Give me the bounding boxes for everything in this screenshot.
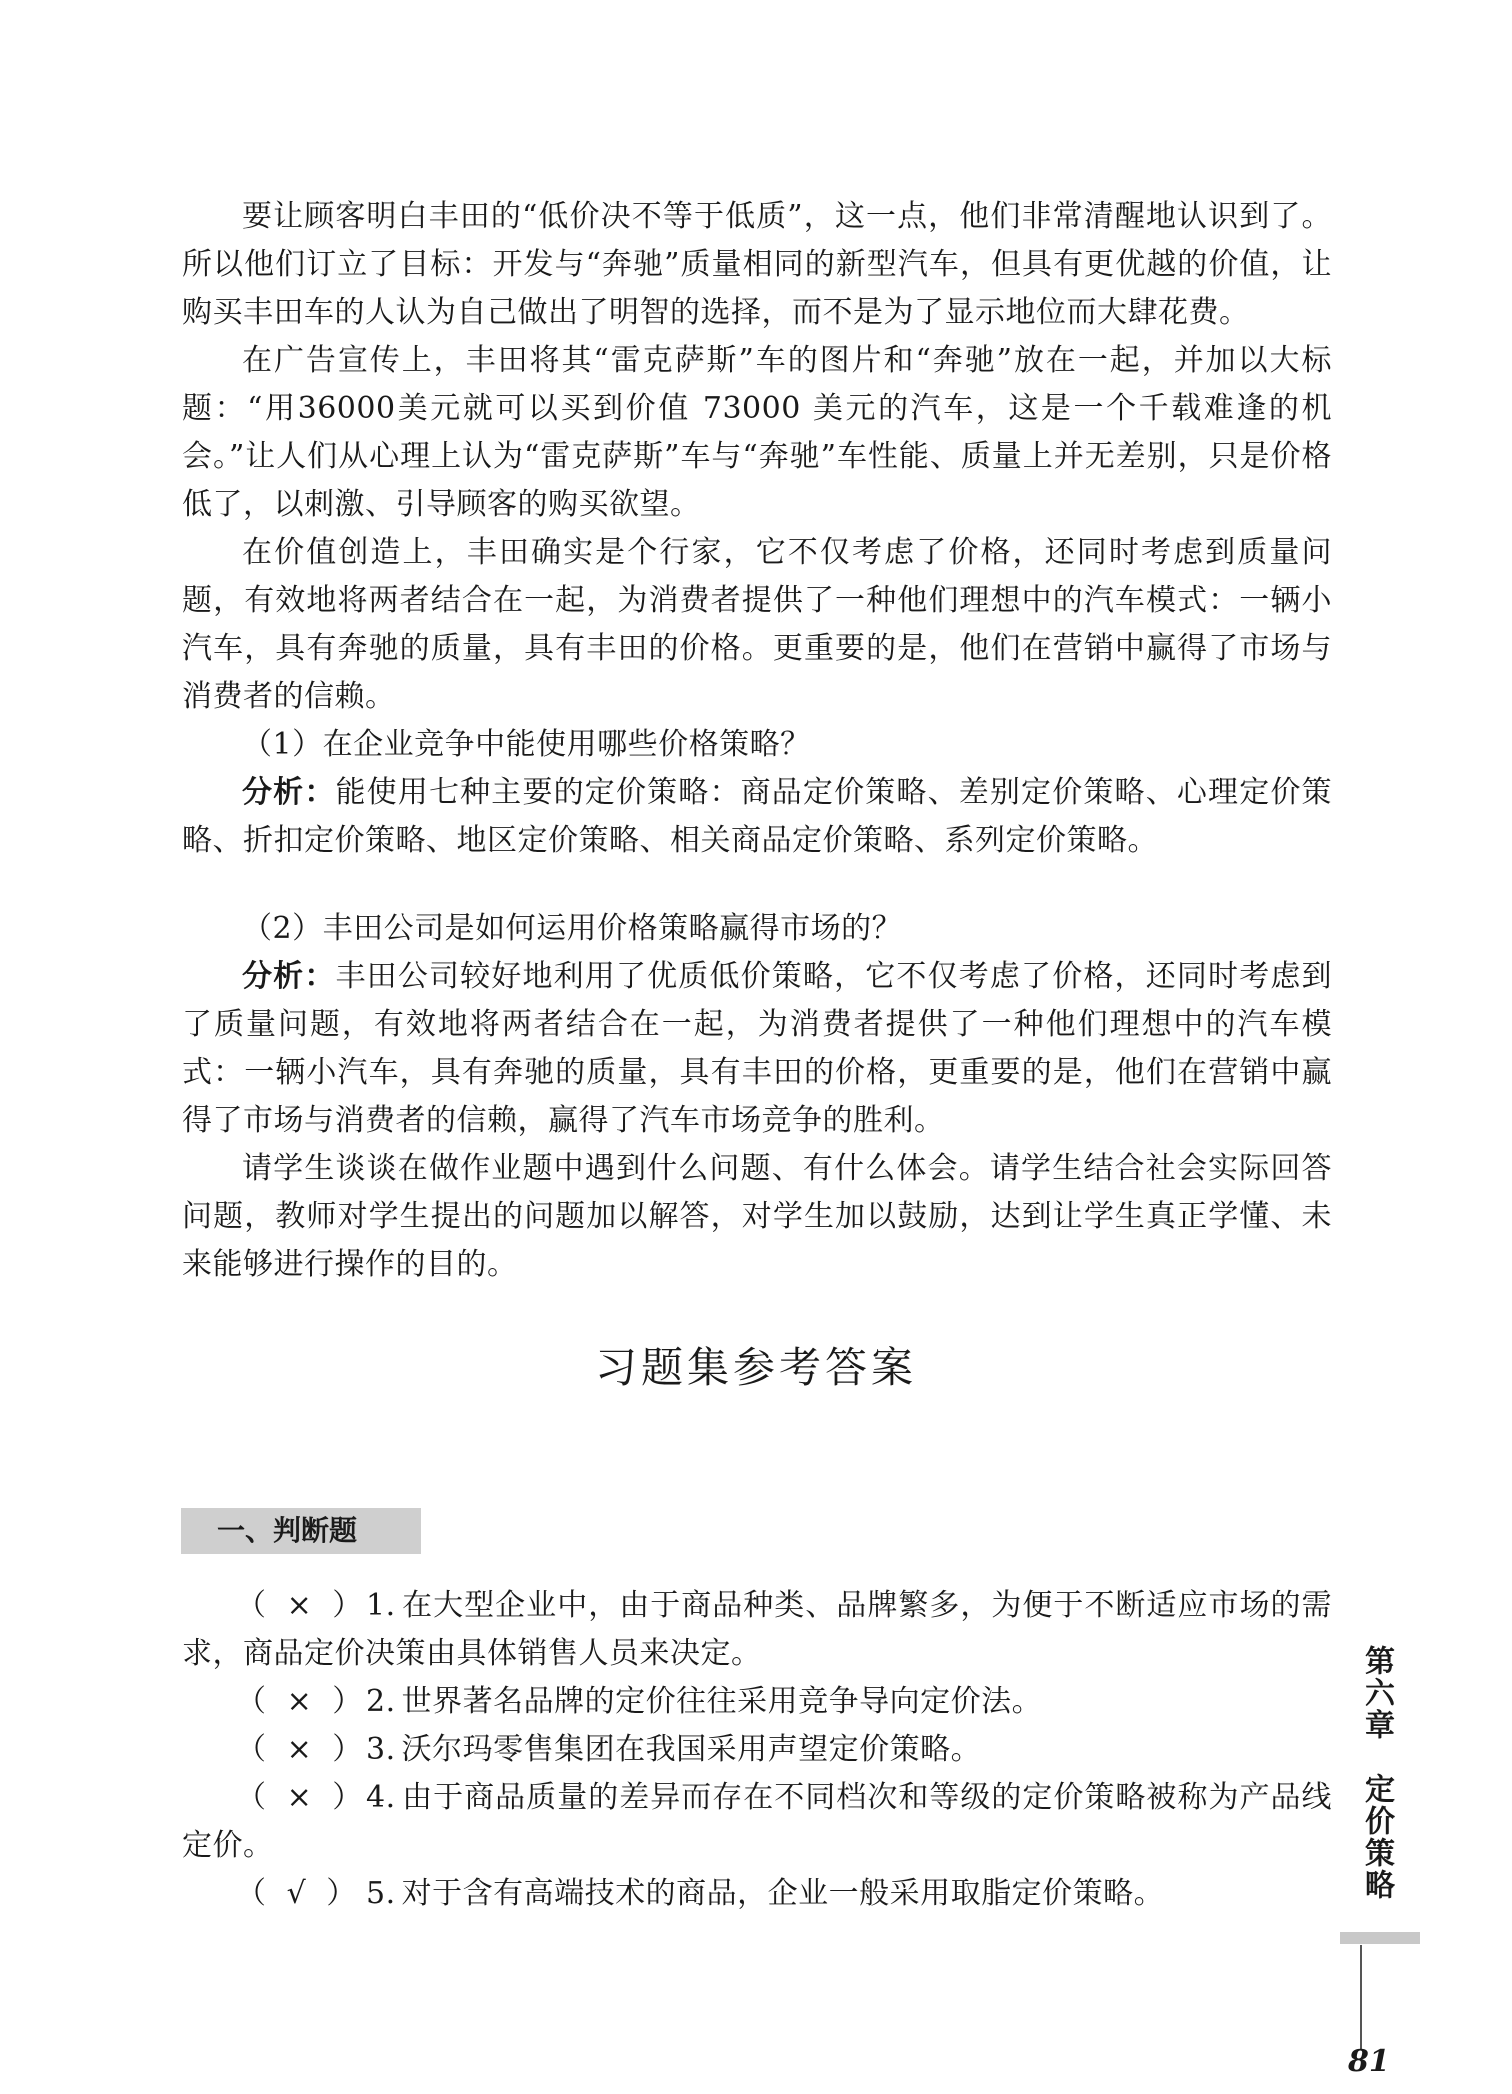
item-number: 4. (366, 1780, 396, 1815)
judge-item (182, 1582, 1332, 1678)
question-1: （1）在企业竞争中能使用哪些价格策略？ (242, 727, 811, 762)
judge-item (182, 1678, 1332, 1726)
body-text (182, 193, 1332, 1289)
section-title: 习题集参考答案 (594, 1343, 917, 1392)
item-text: 沃尔玛零售集团在我国采用声望定价策略。 (401, 1732, 982, 1767)
judge-list (182, 1582, 1332, 1918)
judge-section-header: 一、判断题 (181, 1508, 421, 1554)
answer-mark: （ × ） (236, 1780, 363, 1815)
judge-item (182, 1774, 1332, 1870)
analysis-label: 分析： (242, 959, 336, 994)
paragraph: 在价值创造上，丰田确实是个行家，它不仅考虑了价格，还同时考虑到质量问题，有效地将两者结合在一起，为消费者提供了一种他们理想中的汽车模式：一辆小汽车，具有奔驰的质量，具有丰田的价格。更重要的是，他们在营销中赢得了市场与消费者的信赖。 (182, 535, 1332, 714)
question-2: （2）丰田公司是如何运用价格策略赢得市场的？ (242, 911, 903, 946)
item-number: 2. (366, 1684, 396, 1719)
paragraph: 在广告宣传上，丰田将其“雷克萨斯”车的图片和“奔驰”放在一起，并加以大标题：“用36000美元就可以买到价值 73000 美元的汽车，这是一个千载难逢的机会。”让人们从心理上认为“雷克萨斯”车与“奔驰”车性能、质量上并无差别，只是价格低了，以刺激、引导顾客的购买欲望。 (182, 343, 1332, 522)
item-number: 1. (366, 1588, 396, 1623)
side-divider-line (1360, 1945, 1362, 2050)
item-number: 5. (366, 1876, 396, 1911)
answer-mark: （ × ） (236, 1732, 363, 1767)
page-number: 81 (1348, 2044, 1390, 2079)
chapter-side-label: 第六章 定价策略 (1359, 1645, 1394, 1901)
answer-mark: （ × ） (236, 1588, 363, 1623)
item-text: 世界著名品牌的定价往往采用竞争导向定价法。 (401, 1684, 1043, 1719)
judge-item (182, 1870, 1332, 1918)
item-text: 由于商品质量的差异而存在不同档次和等级的定价策略被称为产品线定价。 (182, 1780, 1332, 1863)
answer-mark: （ × ） (236, 1684, 363, 1719)
analysis-text: 丰田公司较好地利用了优质低价策略，它不仅考虑了价格，还同时考虑到了质量问题，有效地将两者结合在一起，为消费者提供了一种他们理想中的汽车模式：一辆小汽车，具有奔驰的质量，具有丰田的价格，更重要的是，他们在营销中赢得了市场与消费者的信赖，赢得了汽车市场竞争的胜利。 (182, 959, 1333, 1138)
answer-mark: （ √ ） (236, 1876, 357, 1911)
judge-item (182, 1726, 1332, 1774)
analysis-label: 分析： (242, 775, 336, 810)
paragraph: 要让顾客明白丰田的“低价决不等于低质”，这一点，他们非常清醒地认识到了。所以他们订立了目标：开发与“奔驰”质量相同的新型汽车，但具有更优越的价值，让购买丰田车的人认为自己做出了明智的选择，而不是为了显示地位而大肆花费。 (182, 199, 1332, 330)
analysis-2 (182, 953, 1332, 1145)
analysis-1 (182, 769, 1332, 865)
item-text: 在大型企业中，由于商品种类、品牌繁多，为便于不断适应市场的需求，商品定价决策由具体销售人员来决定。 (182, 1588, 1332, 1671)
closing-paragraph: 请学生谈谈在做作业题中遇到什么问题、有什么体会。请学生结合社会实际回答问题，教师对学生提出的问题加以解答，对学生加以鼓励，达到让学生真正学懂、未来能够进行操作的目的。 (182, 1151, 1332, 1282)
item-number: 3. (366, 1732, 396, 1767)
analysis-text: 能使用七种主要的定价策略：商品定价策略、差别定价策略、心理定价策略、折扣定价策略、地区定价策略、相关商品定价策略、系列定价策略。 (182, 775, 1333, 858)
side-tab-bar (1340, 1932, 1420, 1944)
item-text: 对于含有高端技术的商品，企业一般采用取脂定价策略。 (401, 1876, 1165, 1911)
